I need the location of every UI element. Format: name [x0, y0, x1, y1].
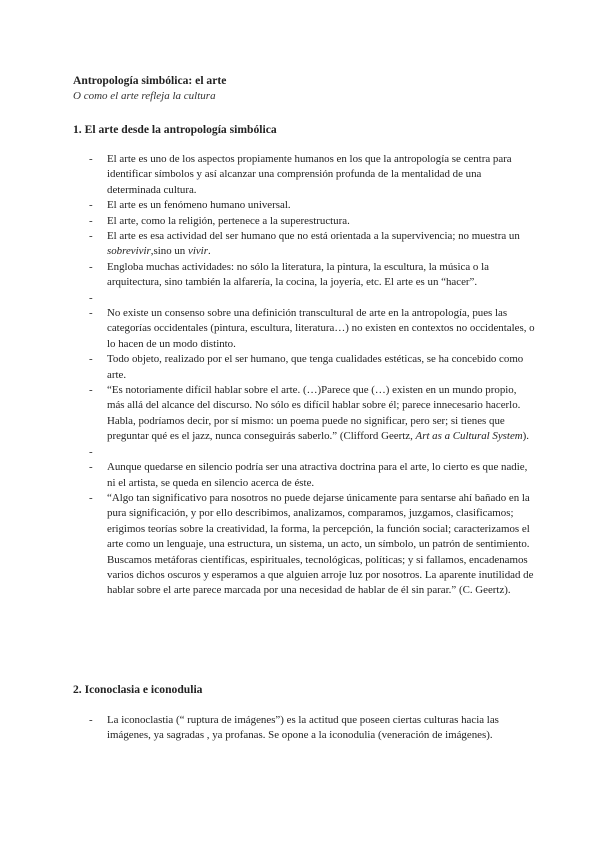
list-item: - “Algo tan significativo para nosotros no puede dejarse únicamente para sentarse ahí bañado en la pura significación, y por ello describimos, analizamos, comparamos, juzgamos, clasificamos; erigimos teorías sobre la creatividad, la forma, la percepción, la función social; caracterizamos el arte como un lenguaje, una estructura, un sistema, un acto, un símbolo, un patrón de sentimiento. Buscamos metáforas científicas, espirituales, tecnológicas, políticas; y si fallamos, encadenamos varios dichos oscuros y esperamos a que alguien arroje luz por nosotros. La aparente inutilidad de hablar sobre el arte parece marcada por una necesidad de hablar de él sin parar.” (C. Geertz).	[89, 491, 535, 599]
text-span: ,sino un	[150, 245, 188, 258]
document-subtitle: O como el arte refleja la cultura	[73, 90, 216, 102]
emphasis-text: vivir	[187, 245, 208, 258]
spacer	[89, 445, 535, 460]
section-heading-1: 1. El arte desde la antropología simbólica	[73, 123, 277, 136]
document-title: Antropología simbólica: el arte	[73, 74, 227, 87]
emphasis-text: sobrevivir	[107, 245, 151, 258]
list-item: - El arte es un fenómeno humano universal.	[89, 198, 535, 213]
text-span: El arte es esa actividad del ser humano que no está orientada a la supervivencia; no muestra un	[107, 230, 520, 243]
section-heading-2: 2. Iconoclasia e iconodulia	[73, 683, 203, 696]
list-item: - Aunque quedarse en silencio podría ser una atractiva doctrina para el arte, lo cierto es que nadie, ni el artista, se queda en silencio acerca de éste.	[89, 460, 535, 491]
list-item: - Todo objeto, realizado por el ser humano, que tenga cualidades estéticas, se ha concebido como arte.	[89, 352, 535, 383]
text-span: .	[207, 245, 211, 258]
spacer	[89, 291, 535, 306]
list-item: - El arte, como la religión, pertenece a la superestructura.	[89, 214, 535, 229]
list-item	[89, 229, 535, 260]
bullet-list-section2	[89, 713, 535, 744]
list-item	[89, 383, 535, 445]
bullet-list-section1	[89, 152, 535, 599]
list-item: - No existe un consenso sobre una definición transcultural de arte en la antropología, pues las categorías occidentales (pintura, escultura, literatura…) no existen en contextos no occidentales, o lo hacen de un modo distinto.	[89, 306, 535, 352]
emphasis-text: Art as a Cultural System	[415, 430, 523, 443]
text-span: “Es notoriamente difícil hablar sobre el arte. (…)Parece que (…) existen en un mundo propio, más allá del alcance del discurso. No sólo es difícil hablar sobre él; parece innecesario hacerlo. Habla, podríamos decir, por sí mismo: un poema puede no significar, pero ser; si tienes que preguntar qué es el jazz, nunca conseguirás saberlo.” (Clifford Geertz,	[107, 384, 521, 443]
list-item: - Engloba muchas actividades: no sólo la literatura, la pintura, la escultura, la música o la arquitectura, sino también la alfarería, la cocina, la joyería, etc. El arte es un “hacer”.	[89, 260, 535, 291]
text-span: ).	[522, 430, 529, 443]
list-item: - El arte es uno de los aspectos propiamente humanos en los que la antropología se centra para identificar símbolos y así alcanzar una comprensión profunda de la mentalidad de una determinada cultura.	[89, 152, 535, 198]
list-item: - La iconoclastia (“ ruptura de imágenes”) es la actitud que poseen ciertas culturas hacia las imágenes, ya sagradas , ya profanas. Se opone a la iconodulia (veneración de imágenes).	[89, 713, 535, 744]
